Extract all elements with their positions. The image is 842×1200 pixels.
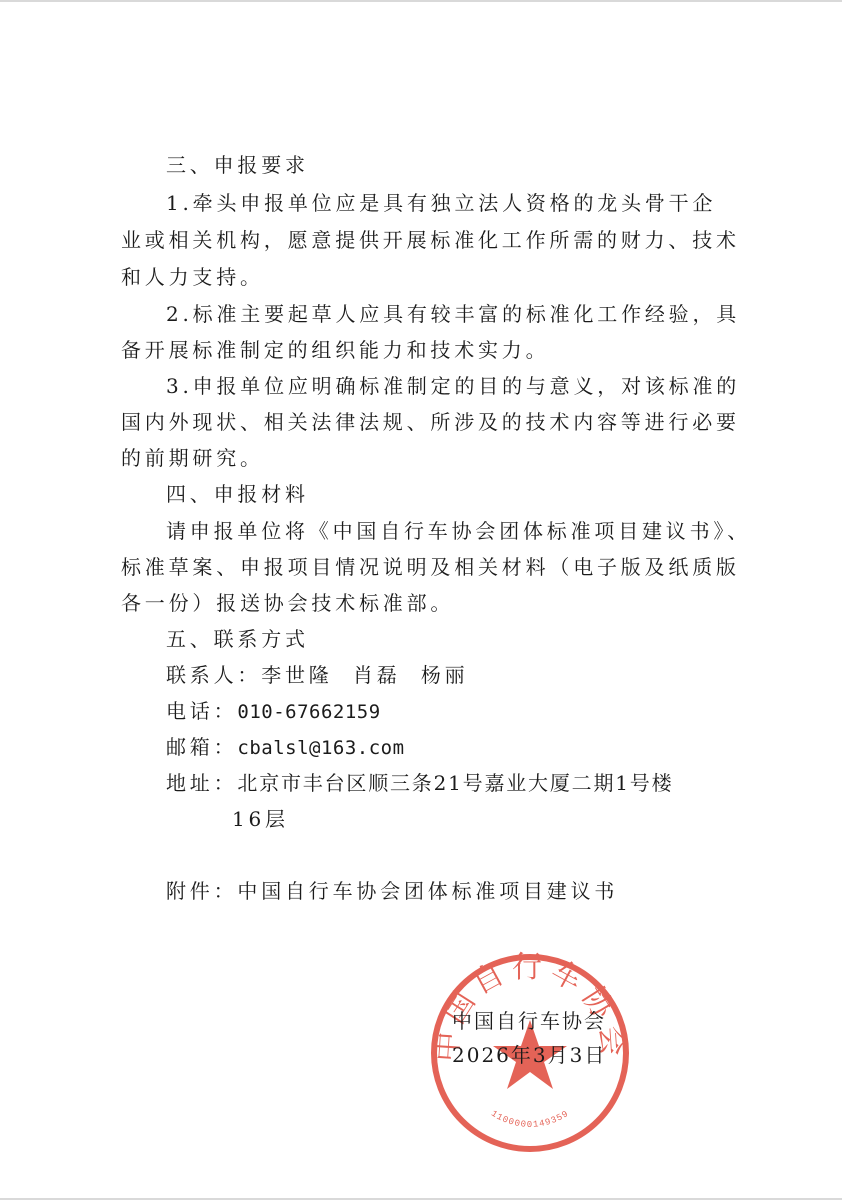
attachment-line: 附件：中国自行车协会团体标准项目建议书 — [166, 879, 619, 903]
s3-item3-line1: 3.申报单位应明确标准制定的目的与意义，对该标准的 — [166, 374, 741, 398]
contact-address-row — [166, 773, 673, 793]
s4-line1: 请申报单位将《中国自行车协会团体标准项目建议书》、 — [166, 519, 751, 543]
s3-item2-line1: 2.标准主要起草人应具有较丰富的标准化工作经验，具 — [166, 302, 741, 326]
contact-persons-label: 联系人： — [166, 663, 262, 687]
seal-number: 1100000149359 — [489, 1108, 571, 1130]
s3-item1-line3: 和人力支持。 — [121, 265, 264, 289]
contact-email-row — [166, 737, 405, 758]
contact-phone: 010-67662159 — [237, 701, 381, 723]
s3-item1-line1: 1.牵头申报单位应是具有独立法人资格的龙头骨干企 — [166, 191, 717, 215]
contact-address-line1: 北京市丰台区顺三条21号嘉业大厦二期1号楼 — [237, 771, 674, 795]
s3-item3-line2: 国内外现状、相关法律法规、所涉及的技术内容等进行必要 — [121, 410, 740, 434]
s3-item1-line2: 业或相关机构，愿意提供开展标准化工作所需的财力、技术 — [121, 228, 740, 252]
contact-phone-row — [166, 701, 381, 722]
s3-item2-line2: 备开展标准制定的组织能力和技术实力。 — [121, 338, 550, 362]
contact-persons: 李世隆 肖磊 杨丽 — [261, 663, 469, 687]
section-4-heading: 四、申报材料 — [166, 482, 309, 506]
contact-email-label: 邮箱： — [166, 735, 238, 759]
contact-persons-row — [166, 665, 468, 685]
seal-text: 中国自行车协会 — [431, 951, 629, 1063]
contact-address-line2: 16层 — [232, 807, 289, 831]
s4-line2: 标准草案、申报项目情况说明及相关材料（电子版及纸质版 — [121, 555, 740, 579]
contact-address-label: 地址： — [166, 771, 238, 795]
section-5-heading: 五、联系方式 — [166, 627, 309, 651]
signature-org: 中国自行车协会 — [452, 1009, 606, 1033]
contact-email: cbalsl@163.com — [237, 737, 405, 759]
s3-item3-line3: 的前期研究。 — [121, 446, 264, 470]
page-top-edge — [0, 0, 842, 2]
section-3-heading: 三、申报要求 — [166, 153, 309, 177]
contact-phone-label: 电话： — [166, 699, 238, 723]
s4-line3: 各一份）报送协会技术标准部。 — [121, 591, 455, 615]
signature-date: 2026年3月3日 — [452, 1043, 607, 1067]
